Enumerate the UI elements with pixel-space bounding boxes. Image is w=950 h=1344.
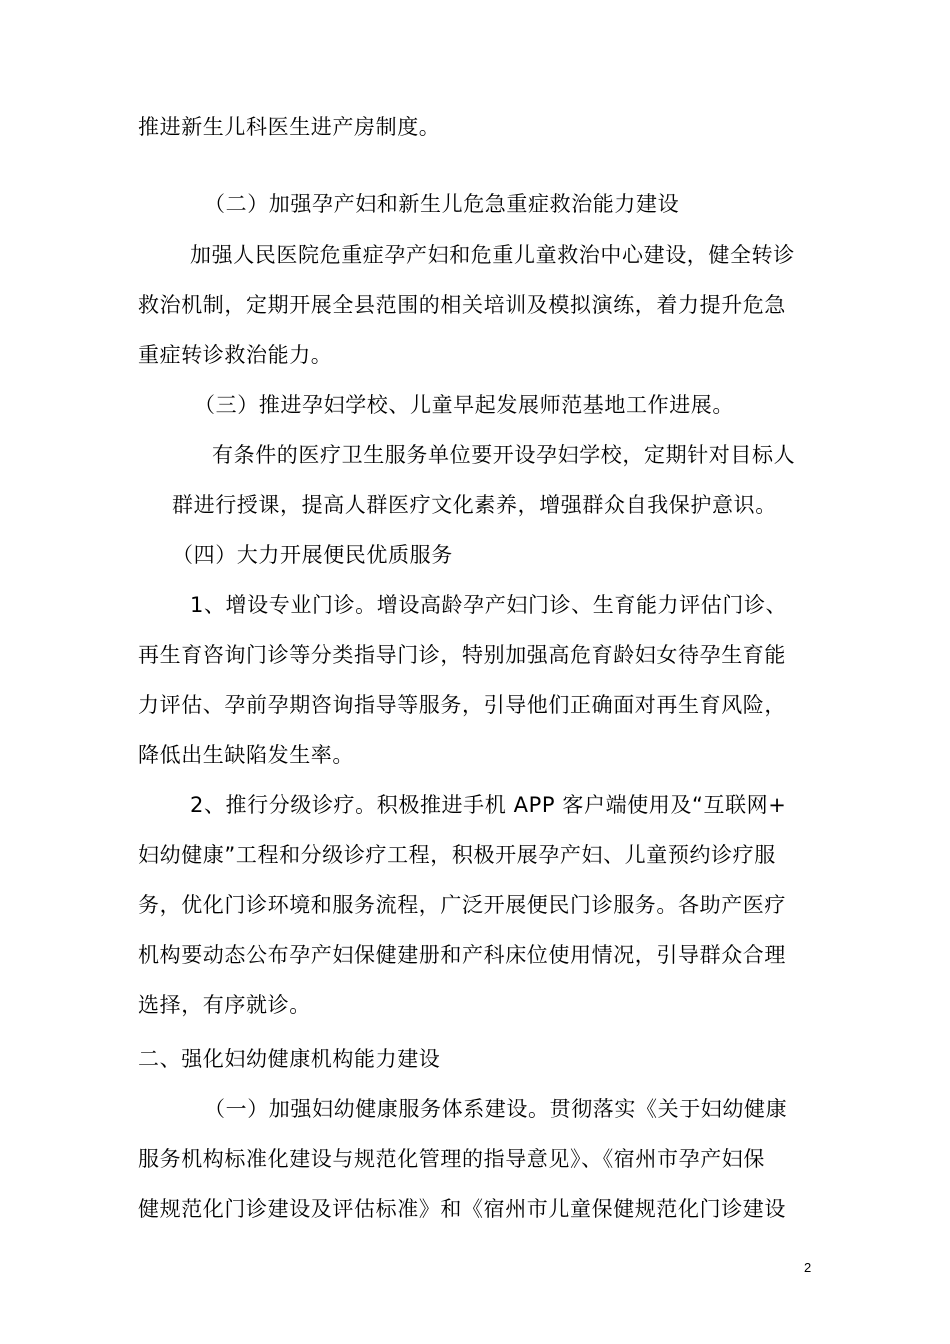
body-line: 加强人民医院危重症孕产妇和危重儿童救治中心建设，健全转诊 [190,243,795,267]
body-line: 1、增设专业门诊。增设高龄孕产妇门诊、生育能力评估门诊、 [190,593,788,617]
body-line: 服务机构标准化建设与规范化管理的指导意见》、《宿州市孕产妇保 [138,1147,765,1171]
section-heading: （三）推进孕妇学校、儿童早起发展师范基地工作进展。 [194,393,734,417]
body-line: 重症转诊救治能力。 [138,343,333,367]
body-line: 降低出生缺陷发生率。 [138,743,354,767]
body-line: 救治机制，定期开展全县范围的相关培训及模拟演练，着力提升危急 [138,293,786,317]
section-heading: 二、强化妇幼健康机构能力建设 [138,1047,441,1071]
section-heading: （二）加强孕产妇和新生儿危急重症救治能力建设 [204,192,680,216]
body-line: 2、推行分级诊疗。积极推进手机 APP 客户端使用及“互联网+ [190,793,787,817]
body-line: 有条件的医疗卫生服务单位要开设孕妇学校，定期针对目标人 [212,443,796,467]
body-line: 再生育咨询门诊等分类指导门诊，特别加强高危育龄妇女待孕生育能 [138,643,786,667]
body-line: 力评估、孕前孕期咨询指导等服务，引导他们正确面对再生育风险， [138,693,786,717]
body-line: 推进新生儿科医生进产房制度。 [138,115,441,139]
section-heading: （一）加强妇幼健康服务体系建设。贯彻落实《关于妇幼健康 [204,1097,788,1121]
body-line: 群进行授课，提高人群医疗文化素养，增强群众自我保护意识。 [172,493,777,517]
body-line: 选择，有序就诊。 [138,993,311,1017]
body-line: 务，优化门诊环境和服务流程，广泛开展便民门诊服务。各助产医疗 [138,893,786,917]
body-line: 妇幼健康”工程和分级诊疗工程，积极开展孕产妇、儿童预约诊疗服 [138,843,776,867]
section-heading: （四）大力开展便民优质服务 [172,543,453,567]
page-number: 2 [804,1260,812,1275]
body-line: 机构要动态公布孕产妇保健建册和产科床位使用情况，引导群众合理 [138,943,786,967]
body-line: 健规范化门诊建设及评估标准》和《宿州市儿童保健规范化门诊建设 [138,1197,786,1221]
